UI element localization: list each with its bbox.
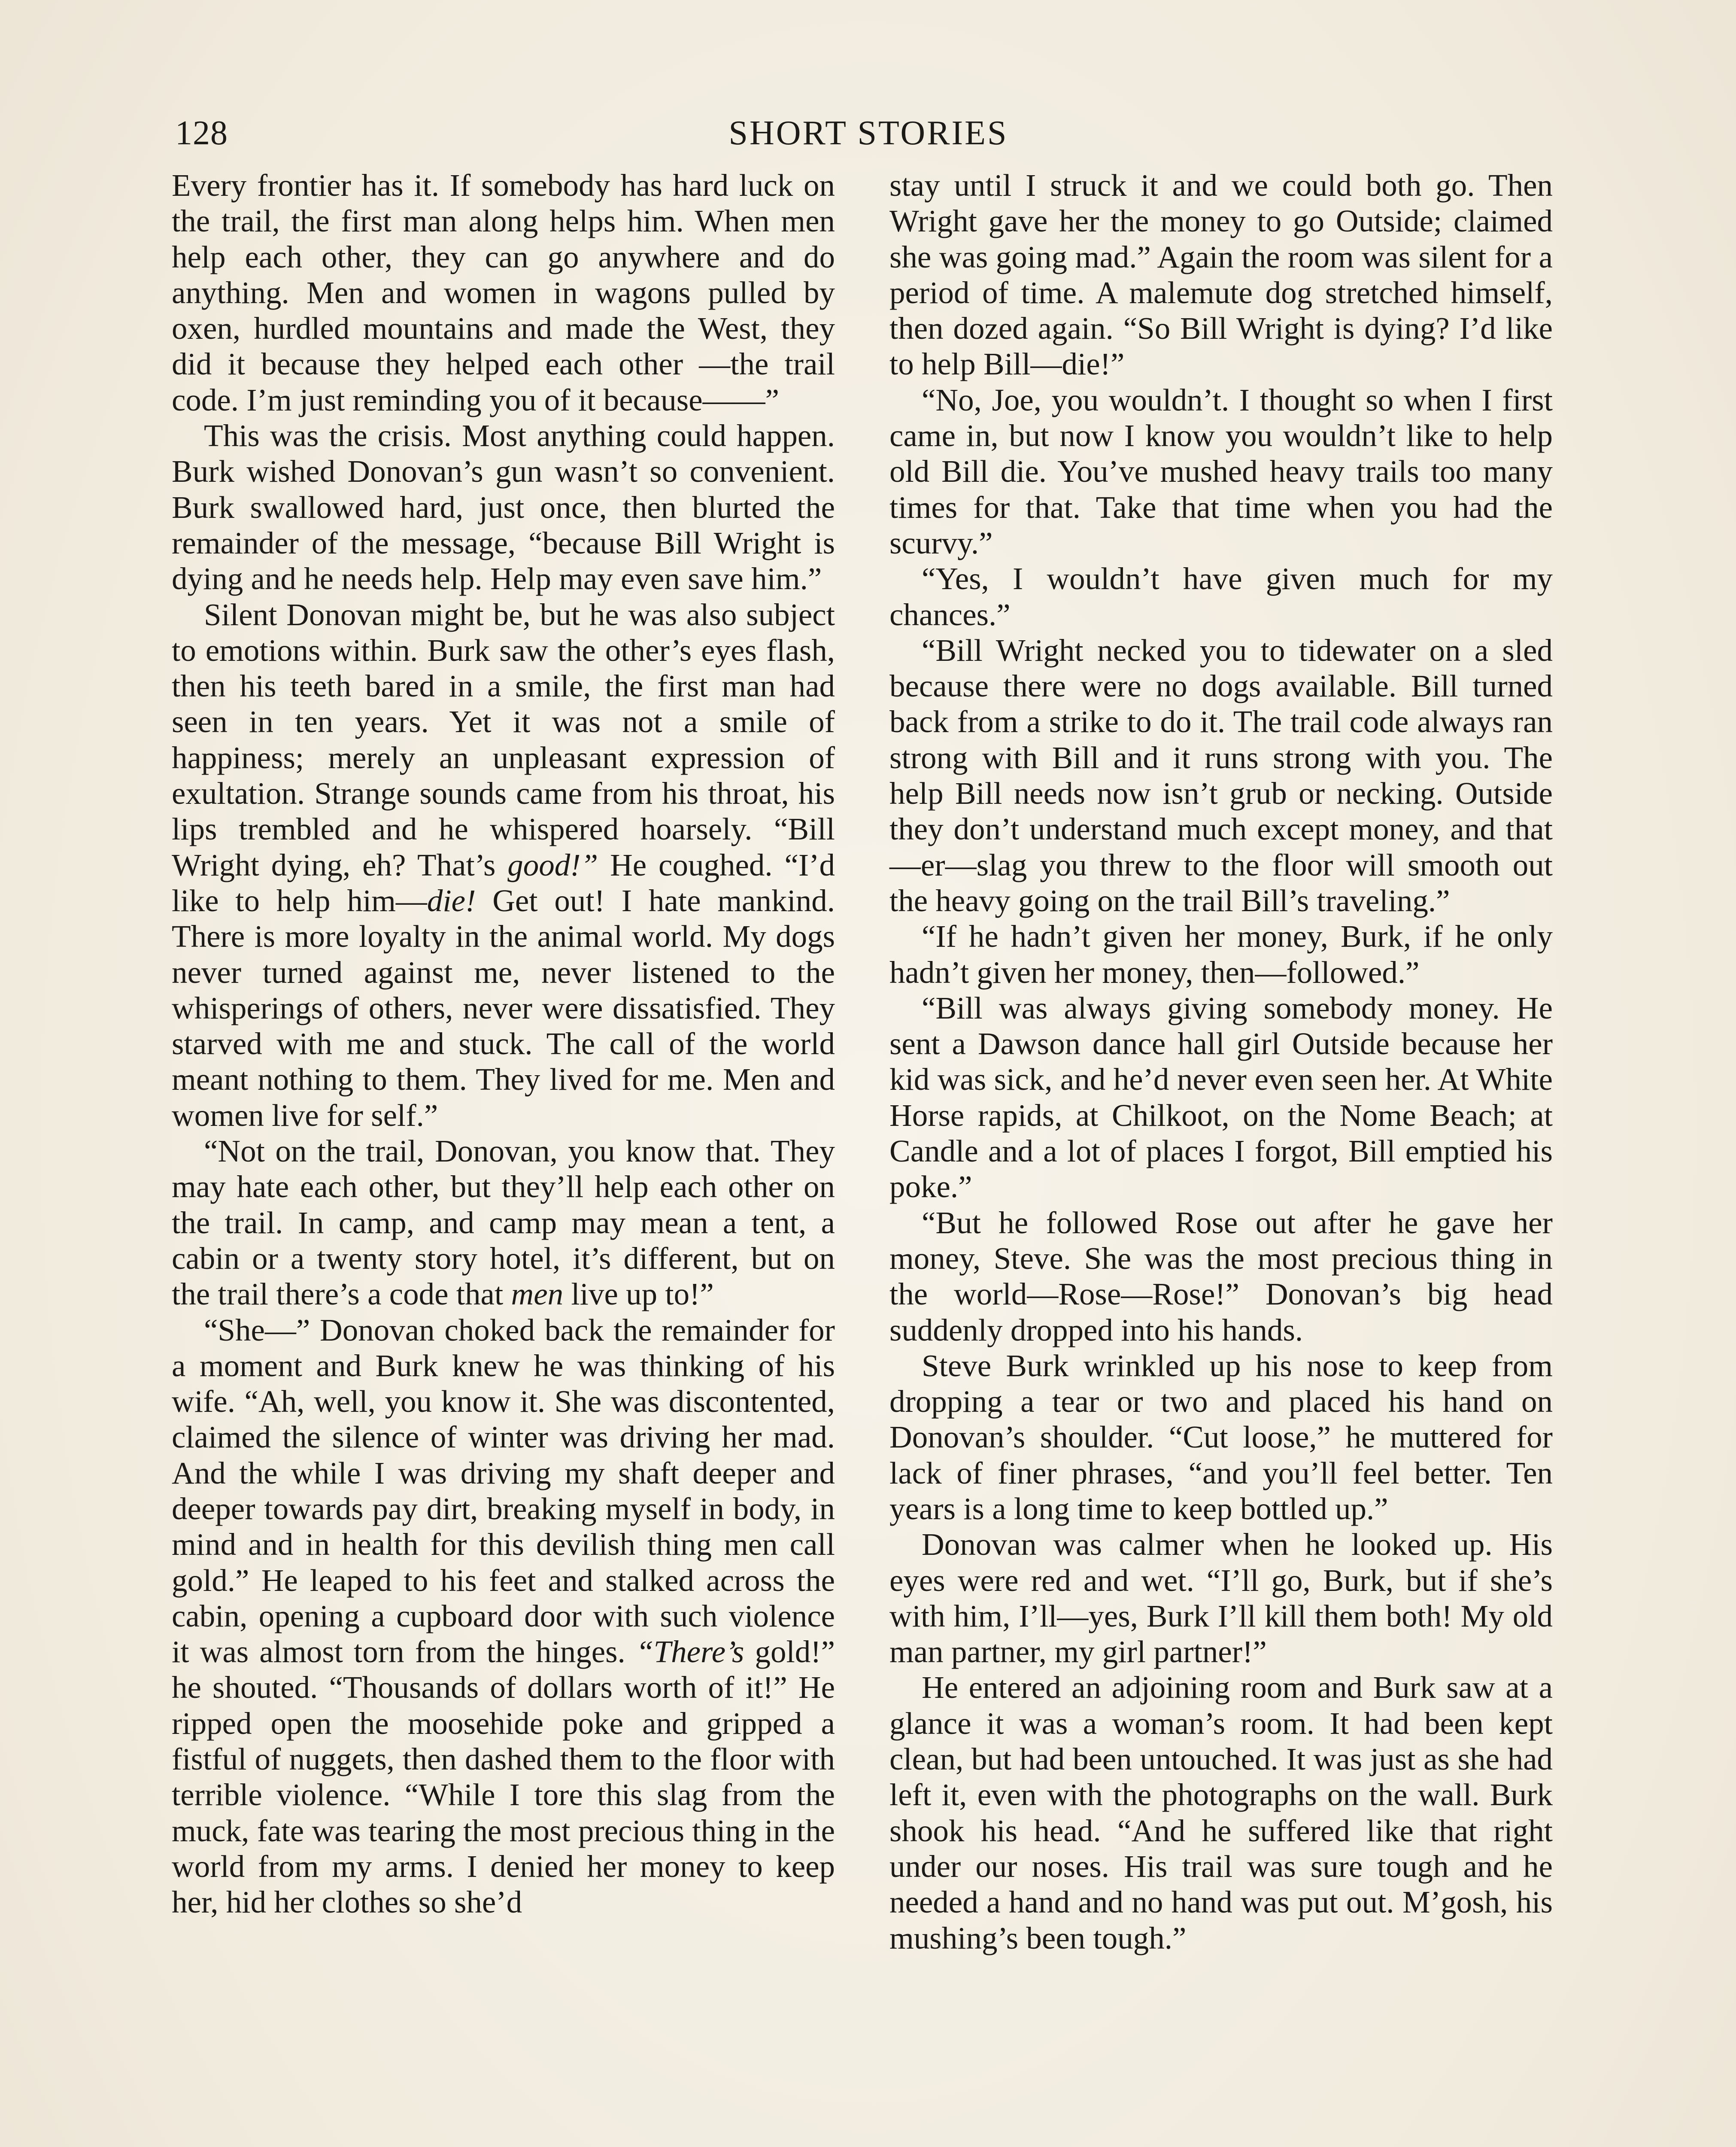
text-run: “Bill was always giving somebody money. He sent a Dawson dance hall girl Outside because her kid was sick, and he’d never even seen her. At White Horse rapids, at Chilkoot, on the Nome Beach; at Candle and a lot of places I forgot, Bill emptied his poke.”: [889, 990, 1553, 1204]
paragraph: [172, 167, 835, 418]
text-run: “Not on the trail, Donovan, you know that. They may hate each other, but they’ll help each other on the trail. In camp, and camp may mean a tent, a cabin or a twenty story hotel, it’s different, but on the trail there’s a code that: [172, 1134, 835, 1312]
text-run: live up to!”: [563, 1277, 714, 1312]
text-run: “She—” Donovan choked back the remainder for a moment and Burk knew he was thinking of his wife. “Ah, well, you know it. She was discontented, claimed the silence of winter was driving her mad. And the while I was driving my shaft deeper and deeper towards pay dirt, breaking myself in body, in mind and in health for this devilish thing men call gold.” He leaped to his feet and stalked across the cabin, opening a cupboard door with such violence it was almost torn from the hinges.: [172, 1312, 835, 1670]
text-run: Every frontier has it. If somebody has hard luck on the trail, the first man along helps him. When men help each other, they can go anywhere and do anything. Men and women in wagons pulled by oxen, hurdled mountains and made the West, they did it because they helped each other —the trail code. I’m just reminding you of it because——”: [172, 168, 835, 417]
running-head: SHORT STORIES: [728, 114, 1008, 152]
text-run: Donovan was calmer when he looked up. His eyes were red and wet. “I’ll go, Burk, but if she’s with him, I’ll—yes, Burk I’ll kill them both! My old man partner, my girl partner!”: [889, 1527, 1553, 1670]
text-run: “Yes, I wouldn’t have given much for my chances.”: [889, 561, 1553, 632]
italic-text: die!: [427, 883, 476, 918]
paragraph: [889, 561, 1553, 633]
paragraph: [889, 1527, 1553, 1670]
text-run: gold!” he shouted. “Thousands of dollars worth of it!” He ripped open the moosehide poke and gripped a fistful of nuggets, then dashed them to the floor with terrible violence. “While I tore this slag from the muck, fate was tearing the most precious thing in the world from my arms. I denied her money to keep her, hid her clothes so she’d: [172, 1634, 835, 1920]
italic-text: good!”: [507, 847, 598, 882]
text-run: “If he hadn’t given her money, Burk, if he only hadn’t given her money, then—followed.”: [889, 919, 1553, 990]
paragraph: [889, 633, 1553, 918]
paragraph: [172, 1312, 835, 1920]
italic-text: “There’s: [636, 1634, 744, 1670]
paragraph: [889, 1205, 1553, 1348]
paragraph: [889, 1670, 1553, 1955]
text-run: stay until I struck it and we could both go. Then Wright gave her the money to go Outside; claimed she was going mad.” Again the room was silent for a period of time. A malemute dog stretched himself, then dozed again. “So Bill Wright is dying? I’d like to help Bill—die!”: [889, 168, 1553, 382]
text-run: He entered an adjoining room and Burk saw at a glance it was a woman’s room. It had been kept clean, but had been untouched. It was just as she had left it, even with the photographs on the wall. Burk shook his head. “And he suffered like that right under our noses. His trail was sure tough and he needed a hand and no hand was put out. M’gosh, his mushing’s been tough.”: [889, 1670, 1553, 1955]
paragraph: [889, 167, 1553, 382]
paragraph: [889, 990, 1553, 1205]
left-text-column: [172, 167, 835, 1920]
paragraph: [172, 597, 835, 1133]
text-run: Steve Burk wrinkled up his nose to keep from dropping a tear or two and placed his hand on Donovan’s shoulder. “Cut loose,” he muttered for lack of finer phrases, “and you’ll feel better. Ten years is a long time to keep bottled up.”: [889, 1348, 1553, 1526]
right-text-column: [889, 167, 1553, 1956]
page-header: [175, 109, 1562, 157]
text-run: Get out! I hate mankind. There is more loyalty in the animal world. My dogs never turned against me, never listened to the whisperings of others, never were dissatisfied. They starved with me and stuck. The call of the world meant nothing to them. They lived for me. Men and women live for self.”: [172, 883, 835, 1133]
italic-text: men: [511, 1277, 564, 1312]
paragraph: [172, 418, 835, 596]
text-run: This was the crisis. Most anything could happen. Burk wished Donovan’s gun wasn’t so convenient. Burk swallowed hard, just once, then blurted the remainder of the message, “because Bill Wright is dying and he needs help. Help may even save him.”: [172, 418, 835, 596]
page-number: 128: [175, 114, 228, 152]
paragraph: [889, 1348, 1553, 1527]
paragraph: [889, 918, 1553, 990]
text-run: “But he followed Rose out after he gave her money, Steve. She was the most precious thing in the world—Rose—Rose!” Donovan’s big head suddenly dropped into his hands.: [889, 1205, 1553, 1347]
text-run: Silent Donovan might be, but he was also subject to emotions within. Burk saw the other’s eyes flash, then his teeth bared in a smile, the first man had seen in ten years. Yet it was not a smile of happiness; merely an unpleasant expression of exultation. Strange sounds came from his throat, his lips trembled and he whispered hoarsely. “Bill Wright dying, eh? That’s: [172, 597, 835, 882]
text-run: He coughed. “I’d like to help him—: [172, 847, 835, 918]
paragraph: [172, 1133, 835, 1312]
text-run: “No, Joe, you wouldn’t. I thought so when I first came in, but now I know you wouldn’t like to help old Bill die. You’ve mushed heavy trails too many times for that. Take that time when you had the scurvy.”: [889, 382, 1553, 560]
text-run: “Bill Wright necked you to tidewater on a sled because there were no dogs available. Bill turned back from a strike to do it. The trail code always ran strong with Bill and it runs strong with you. The help Bill needs now isn’t grub or necking. Outside they don’t understand much except money, and that—er—slag you threw to the floor will smooth out the heavy going on the trail Bill’s traveling.”: [889, 633, 1553, 918]
paragraph: [889, 382, 1553, 561]
